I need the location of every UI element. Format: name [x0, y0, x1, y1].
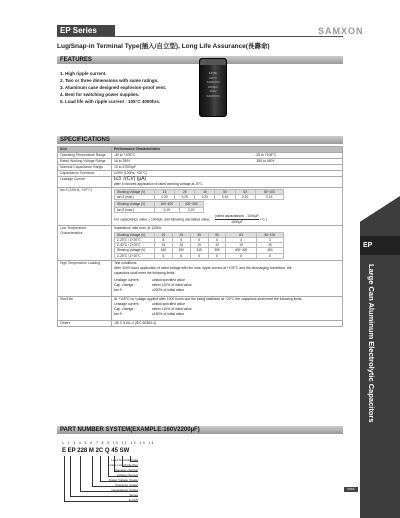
impedance-table: Working Voltage (V) 16 25 35 50 63 80~100 Z-25°C / Z+20°C 8 6 6 6 4 3 Z-40°C / Z+20°C 15 15 15 10 10 15 Working Voltage (V) 160 250 315 350 400~420 450 Z-25°C / Z+20°C 6 6 6 6 6 6: [114, 232, 284, 259]
feature-item: 4. Best for switching power supplies.: [60, 92, 140, 97]
row-label: Leakage Current: [58, 177, 112, 188]
feature-item: 2. Two or three dimensions with same ratings.: [60, 78, 159, 83]
feature-item: 1. High ripple current.: [60, 71, 107, 76]
row-value: [112, 188, 343, 226]
table-row: [58, 296, 343, 320]
pn-label: Series: [129, 493, 138, 497]
series-title: EP Series: [57, 25, 115, 36]
row-value: -40 to +105°C -25 to +105°C: [112, 153, 343, 159]
capacitor-image: [199, 58, 227, 117]
row-label: Shelf life: [58, 296, 112, 320]
row-label: Operating Temperature Range: [58, 153, 112, 159]
table-row: [58, 320, 343, 326]
specifications-heading: SPECIFICATIONS: [57, 136, 343, 144]
pn-label: Lead Terminal Code: [111, 458, 138, 462]
feature-item: 5. Load life with ripple current : 105°C 4000hrs.: [60, 99, 161, 104]
table-row: [58, 188, 343, 226]
features-heading: FEATURES: [57, 56, 343, 64]
row-value: JIS C 5101-4 (IEC 60384-4): [112, 320, 343, 326]
product-subtitle: Lug/Snap-in Terminal Type(插入/自立型), Long Life Assurance(長壽命): [57, 43, 270, 50]
row-value: 10 to 47000µF: [112, 165, 343, 171]
col-perf-header: Performance Characteristics: [112, 147, 343, 153]
row-value: ±20% (120Hz, +20°C): [112, 171, 343, 177]
feature-item: 3. Aluminum case designed explosion-proof vent.: [60, 85, 167, 90]
side-caption: Large Can Aluminum Electrolytic Capacitors: [367, 264, 376, 423]
row-value: 16 to 250V 350 to 450V: [112, 159, 343, 165]
table-row: [58, 225, 343, 260]
pn-label: E-CAP: [128, 498, 138, 502]
row-label: Nominal Capacitance Range: [58, 165, 112, 171]
tan-note: For capacitance value > 1000µF, add following calculated value: (rated capacitance) - 1000µF 1000µF × 0.1: [114, 213, 268, 224]
row-label: tan δ (120Hz, +20°C): [58, 188, 112, 226]
specifications-table: [57, 146, 343, 327]
capacitor-label: EP(M) 105°C SAMXON 2200µF 160V SAMXON: [206, 71, 220, 98]
row-label: Rated Working Voltage Range: [58, 159, 112, 165]
row-label: Capacitance Tolerance: [58, 171, 112, 177]
pn-connector: [130, 456, 138, 462]
tan-table-high-voltage: Working Voltage (V) 160~400 420~450 tan δ (max.) 0.15 0.20: [114, 201, 204, 212]
page-number: 001B: [344, 487, 358, 492]
tan-table: Working Voltage (V) 16 25 35 50 63 80~100 tan δ (max.) 0.30 0.25 0.20 0.15 0.20 0.15: [114, 189, 284, 200]
row-label: Others: [58, 320, 112, 326]
row-value: I≤3 √(CV) (µA) after 5 minutes application of rated working voltage at 20°C: [112, 177, 343, 188]
table-row: [58, 260, 343, 296]
part-number-positions: 1 2 3 4 5 6 7 8 9 10 11 12 13 14: [62, 441, 155, 445]
row-label: High Temperature Loading: [58, 260, 112, 296]
pn-label: Case Length Number: [109, 463, 138, 467]
header-rule: [57, 36, 343, 37]
pn-label: Rated Voltage (Code): [109, 478, 138, 482]
pn-label: Tolerance (Code): [114, 483, 138, 487]
pn-label: Voltage (Series): [116, 473, 138, 477]
capacitor-cap: [200, 59, 226, 65]
row-value: At +105°C no voltage applied after 1000 hours and the being stabilized at +20°C the capacitors shall meet the following limits Leakage current : ≤initial specified value Cap. change : within ±15% of initial value tan δ : ≤150% of initial value: [112, 296, 343, 320]
features-list: [60, 70, 166, 105]
row-value: Impedance ratio max. at 120Hz Working Voltage (V) 16 25 35 50 63 80~100 Z-25°C / Z+20°C 8 6 6 6 4 3 Z-40°C / Z+20°C 15 15 15 10 10 15 Working Voltage (V) 160 250 315 350 400~420 450 Z-25°C / Z+20°C 6 6 6 6 6 6: [112, 225, 343, 260]
part-number-example: E EP 228 M 2C Q 45 SW: [62, 448, 130, 454]
pn-label: Diameter (Series): [114, 468, 138, 472]
col-item-header: Item: [58, 147, 112, 153]
brand-logo: SAMXON: [318, 26, 364, 36]
row-value: Test conditions After 3000 hours application of rated voltage with the max. ripple current at +105°C and the discharging conditions, the capacitors shall meet the following limits: Leakage current : ≤initial specified value Cap. change : within ±20% of initial value tan δ : ≤200% of initial value: [112, 260, 343, 296]
pn-label: Capacitance (Code): [111, 488, 138, 492]
series-tab: EP: [360, 236, 400, 255]
row-label: Low Temperature Characteristics: [58, 225, 112, 260]
part-number-heading: PART NUMBER SYSTEM(EXAMPLE:160V2200µF): [57, 426, 343, 434]
table-row: [58, 177, 343, 188]
